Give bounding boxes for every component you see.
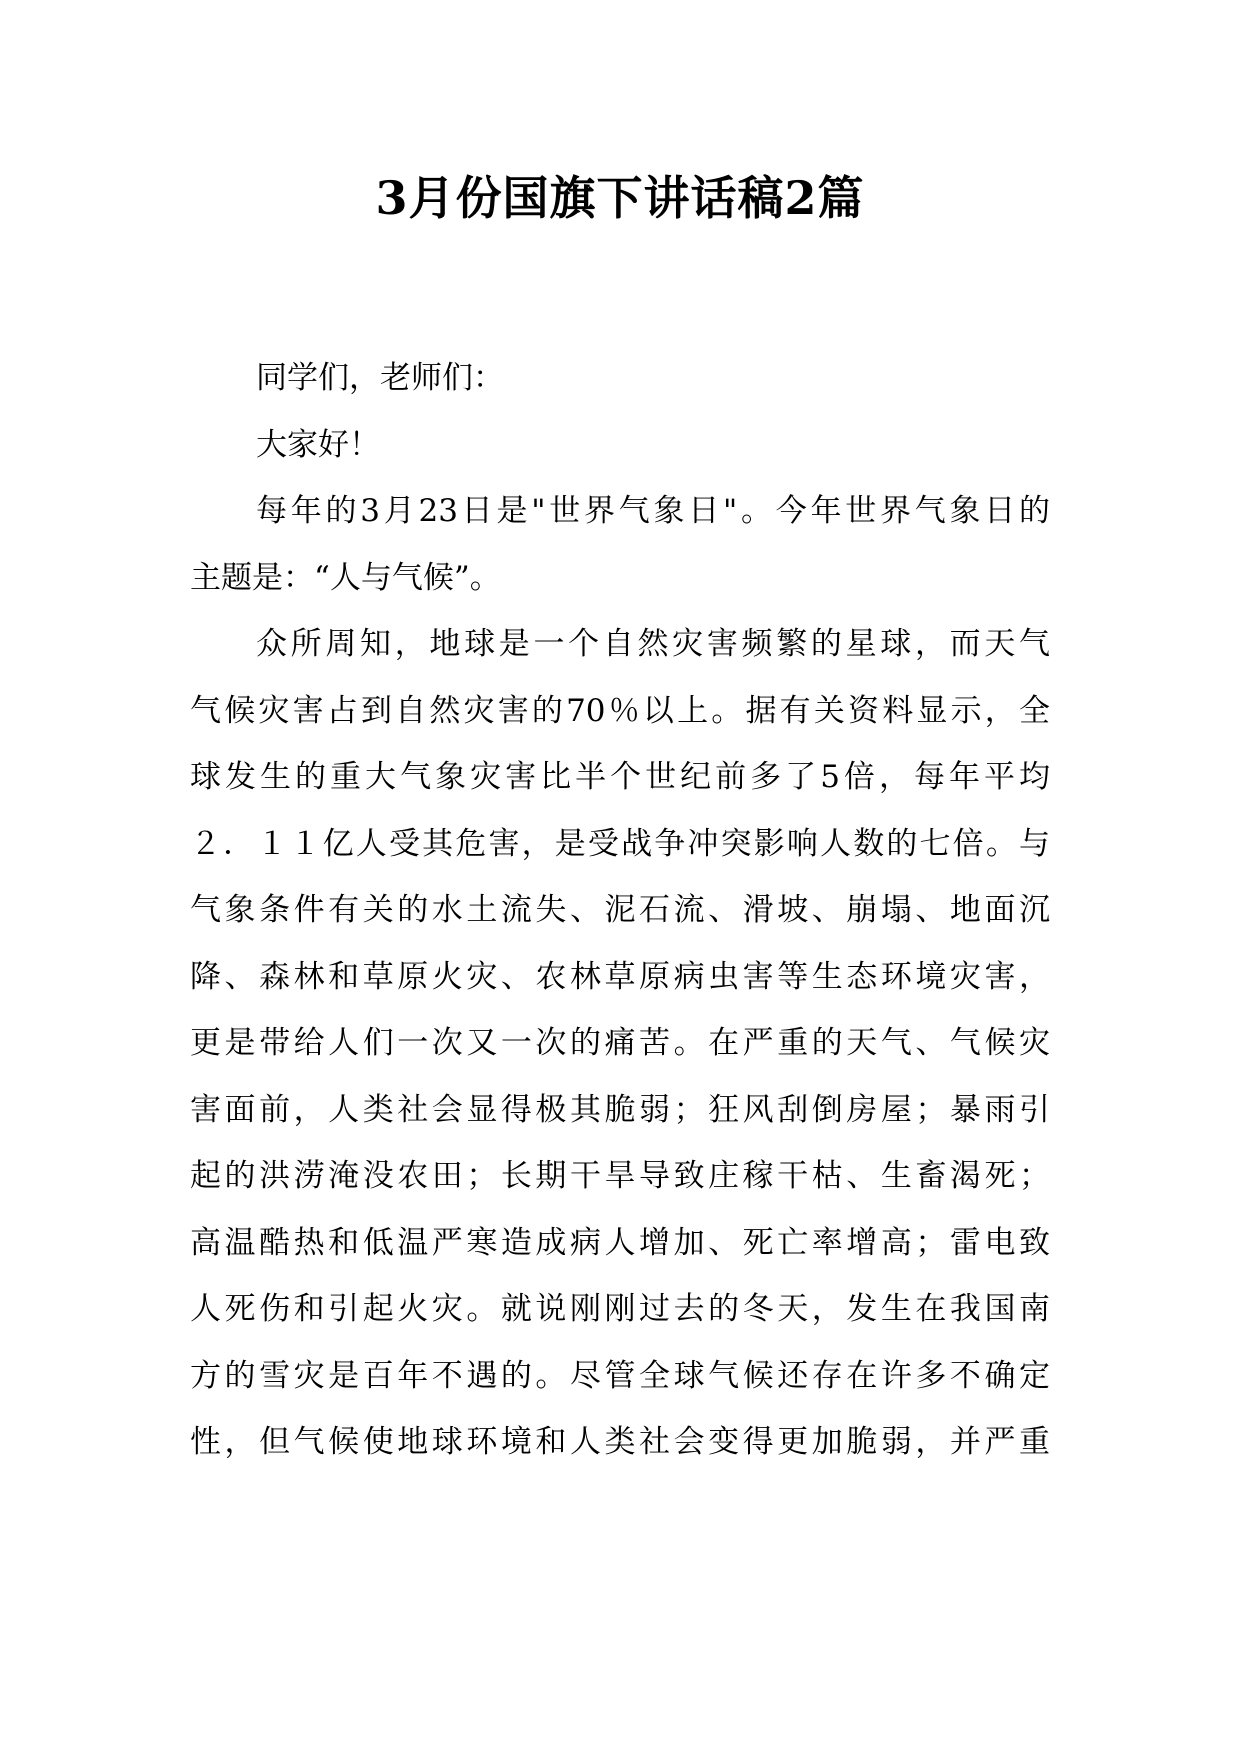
paragraph-line: 更是带给人们一次又一次的痛苦。在严重的天气、气候灾 (190, 1025, 1050, 1061)
greeting-line: 大家好！ (256, 426, 380, 463)
paragraph-line: 气候灾害占到自然灾害的70％以上。据有关资料显示，全 (190, 692, 1050, 729)
paragraph-line: 害面前，人类社会显得极其脆弱；狂风刮倒房屋；暴雨引 (190, 1091, 1050, 1128)
document-body (190, 345, 1050, 1476)
paragraph-line: 起的洪涝淹没农田；长期干旱导致庄稼干枯、生畜渴死； (190, 1158, 1050, 1194)
paragraph-line: 性，但气候使地球环境和人类社会变得更加脆弱，并严重 (190, 1424, 1050, 1460)
paragraph-line: 每年的3月23日是"世界气象日"。今年世界气象日的 (256, 493, 1050, 529)
paragraph-line: 气象条件有关的水土流失、泥石流、滑坡、崩塌、地面沉 (190, 892, 1050, 928)
paragraph-line: 球发生的重大气象灾害比半个世纪前多了5倍，每年平均 (190, 759, 1050, 795)
paragraph-line: 人死伤和引起火灾。就说刚刚过去的冬天，发生在我国南 (190, 1291, 1050, 1327)
paragraph-line: 高温酷热和低温严寒造成病人增加、死亡率增高；雷电致 (190, 1224, 1050, 1261)
paragraph-line: 降、森林和草原火灾、农林草原病虫害等生态环境灾害， (190, 958, 1050, 995)
page-title: 3月份国旗下讲话稿2篇 (375, 171, 865, 225)
paragraph-line: 主题是：“人与气候”。 (190, 559, 501, 596)
salutation-line: 同学们，老师们： (256, 360, 504, 396)
paragraph-line: 方的雪灾是百年不遇的。尽管全球气候还存在许多不确定 (190, 1357, 1050, 1394)
paragraph-line: 众所周知，地球是一个自然灾害频繁的星球，而天气 (256, 626, 1050, 662)
paragraph-line: ２．１１亿人受其危害，是受战争冲突影响人数的七倍。与 (190, 825, 1050, 862)
